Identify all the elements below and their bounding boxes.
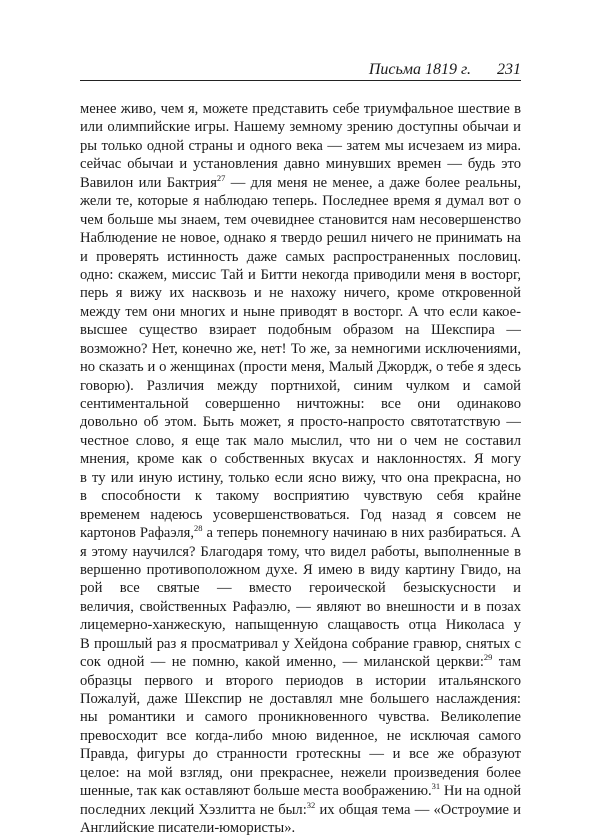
running-header (80, 60, 521, 81)
text-line (80, 653, 521, 671)
text-segment: величия, свойственных Рафаэлю, — являют во внешности и в позах (80, 598, 521, 615)
text-segment: там (498, 654, 521, 671)
text-line (80, 395, 521, 413)
text-segment: честное слово, я еще так мало мыслил, что ни о чем не составил (80, 432, 521, 449)
text-line (80, 598, 521, 616)
text-segment: и проверять истинность даже самых распространенных пословиц. (80, 248, 521, 265)
text-line (80, 174, 521, 192)
text-segment: перь я вижу их насквозь и не нахожу ничего, кроме откровенной (80, 285, 521, 302)
text-line (80, 506, 521, 524)
text-segment: возможно? Нет, конечно же, нет! То же, за немногими исключениями, (80, 340, 521, 357)
page-number: 231 (497, 61, 521, 78)
text-segment: сейчас обычаи и установления давно минувших времен — будь это (80, 156, 521, 173)
text-segment: Правда, фигуры до странности гротескны — и все же образуют (80, 746, 521, 763)
footnote-marker: 27 (216, 173, 226, 183)
text-line (80, 450, 521, 468)
text-line (80, 284, 521, 302)
text-segment: целое: на мой взгляд, они прекраснее, нежели произведения более (80, 764, 521, 781)
text-line (80, 561, 521, 579)
text-line (80, 229, 521, 247)
text-line (80, 100, 521, 118)
text-line (80, 321, 521, 339)
text-segment: рой все святые — вместо героической безыскусности и (80, 580, 521, 597)
text-segment: их общая тема — «Остроумие и (319, 801, 521, 818)
text-segment: довольно об этом. Быть может, я просто-напросто святотатствую — (80, 414, 521, 431)
text-line (80, 819, 521, 837)
text-line (80, 543, 521, 561)
text-line (80, 137, 521, 155)
text-line (80, 358, 521, 376)
text-line (80, 266, 521, 284)
text-segment: Ни на одной (443, 783, 521, 800)
text-line (80, 579, 521, 597)
text-line (80, 155, 521, 173)
text-segment: говорю). Различия между портнихой, синим чулком и самой (80, 377, 521, 394)
text-segment: картонов Рафаэля, (80, 525, 195, 542)
text-line (80, 708, 521, 726)
text-segment: образцы первого и второго периодов в истории итальянского (80, 672, 521, 689)
text-line (80, 690, 521, 708)
text-segment: в способности к такому восприятию чувствую себя крайне (80, 488, 521, 505)
footnote-marker: 29 (483, 653, 493, 663)
text-line (80, 192, 521, 210)
running-title: Письма 1819 г. (368, 61, 471, 78)
text-segment: шенные, так как оставляют больше места воображению. (80, 783, 432, 800)
text-line (80, 801, 521, 819)
text-line (80, 745, 521, 763)
text-line (80, 469, 521, 487)
text-segment: последних лекций Хэзлитта не был: (80, 801, 307, 818)
text-segment: вершенно противоположном духе. Я имею в виду картину Гвидо, на (80, 561, 521, 578)
text-segment: В прошлый раз я просматривал у Хейдона собрание гравюр, снятых с (80, 635, 521, 652)
text-line (80, 635, 521, 653)
text-segment: я этому научился? Благодаря тому, что видел работы, выполненные в (80, 543, 521, 560)
text-segment: но сказать и о женщинах (прости меня, Малый Джордж, о тебе я здесь (80, 359, 521, 376)
text-segment: мнения, кроме как о собственных вкусах и наклонностях. Я могу (80, 451, 521, 468)
text-segment: сок одной — не помню, какой именно, — миланской церкви: (80, 654, 484, 671)
text-line (80, 672, 521, 690)
text-segment: Пожалуй, даже Шекспир не доставлял мне большего наслаждения: (80, 691, 521, 707)
text-segment: ны романтики и самого проникновенного чувства. Великолепие (80, 709, 521, 726)
text-line (80, 413, 521, 431)
text-segment: а теперь понемногу начинаю в них разбираться. А (206, 525, 521, 542)
text-segment: Вавилон или Бактрия (80, 174, 217, 191)
text-line (80, 303, 521, 321)
text-line (80, 432, 521, 450)
text-line (80, 248, 521, 266)
text-segment: чем больше мы знаем, тем очевиднее становится нам несовершенство (80, 211, 521, 228)
text-segment: — для меня не менее, а даже более реальны, (230, 174, 521, 191)
text-line (80, 211, 521, 229)
body-text (80, 100, 521, 838)
footnote-marker: 28 (194, 524, 203, 534)
text-segment: высшее существо взирает подобным образом на Шекспира — (80, 322, 521, 339)
text-line (80, 524, 521, 542)
text-segment: или олимпийские игры. Нашему земному зрению доступны обычаи и (80, 119, 521, 136)
text-line (80, 377, 521, 395)
text-line (80, 764, 521, 782)
text-segment: жели те, которые я наблюдаю теперь. Последнее время я думал вот о (80, 193, 521, 210)
text-segment: лицемерно-ханжескую, напыщенную слащавость отца Николаса у (80, 617, 521, 634)
text-segment: между тем они многих и ныне приводят в восторг. А что если какое- (80, 303, 521, 320)
text-segment: ры только одной страны и одного века — затем мы исчезаем из мира. (80, 137, 521, 154)
text-line (80, 340, 521, 358)
footnote-marker: 31 (431, 782, 441, 792)
text-line (80, 616, 521, 634)
text-segment: Наблюдение не новое, однако я твердо решил ничего не принимать на (80, 230, 521, 247)
text-line (80, 487, 521, 505)
text-line (80, 118, 521, 136)
text-segment: Английские писатели-юмористы». (80, 820, 296, 837)
text-line (80, 782, 521, 800)
text-segment: в ту или иную истину, только если ясно вижу, что она прекрасна, но (80, 469, 521, 486)
text-segment: временем надеюсь усовершенствоваться. Год назад я совсем не (80, 506, 521, 523)
text-segment: одно: скажем, миссис Тай и Битти некогда приводили меня в восторг, (80, 266, 521, 283)
text-segment: менее живо, чем я, можете представить себе триумфальное шествие в (80, 101, 521, 117)
text-segment: превосходит все когда-либо мною виденное, не исключая самого (80, 727, 521, 744)
footnote-marker: 32 (306, 800, 316, 810)
text-segment: сентиментальной совершенно ничтожны: все они одинаково (80, 396, 521, 412)
text-line (80, 727, 521, 745)
